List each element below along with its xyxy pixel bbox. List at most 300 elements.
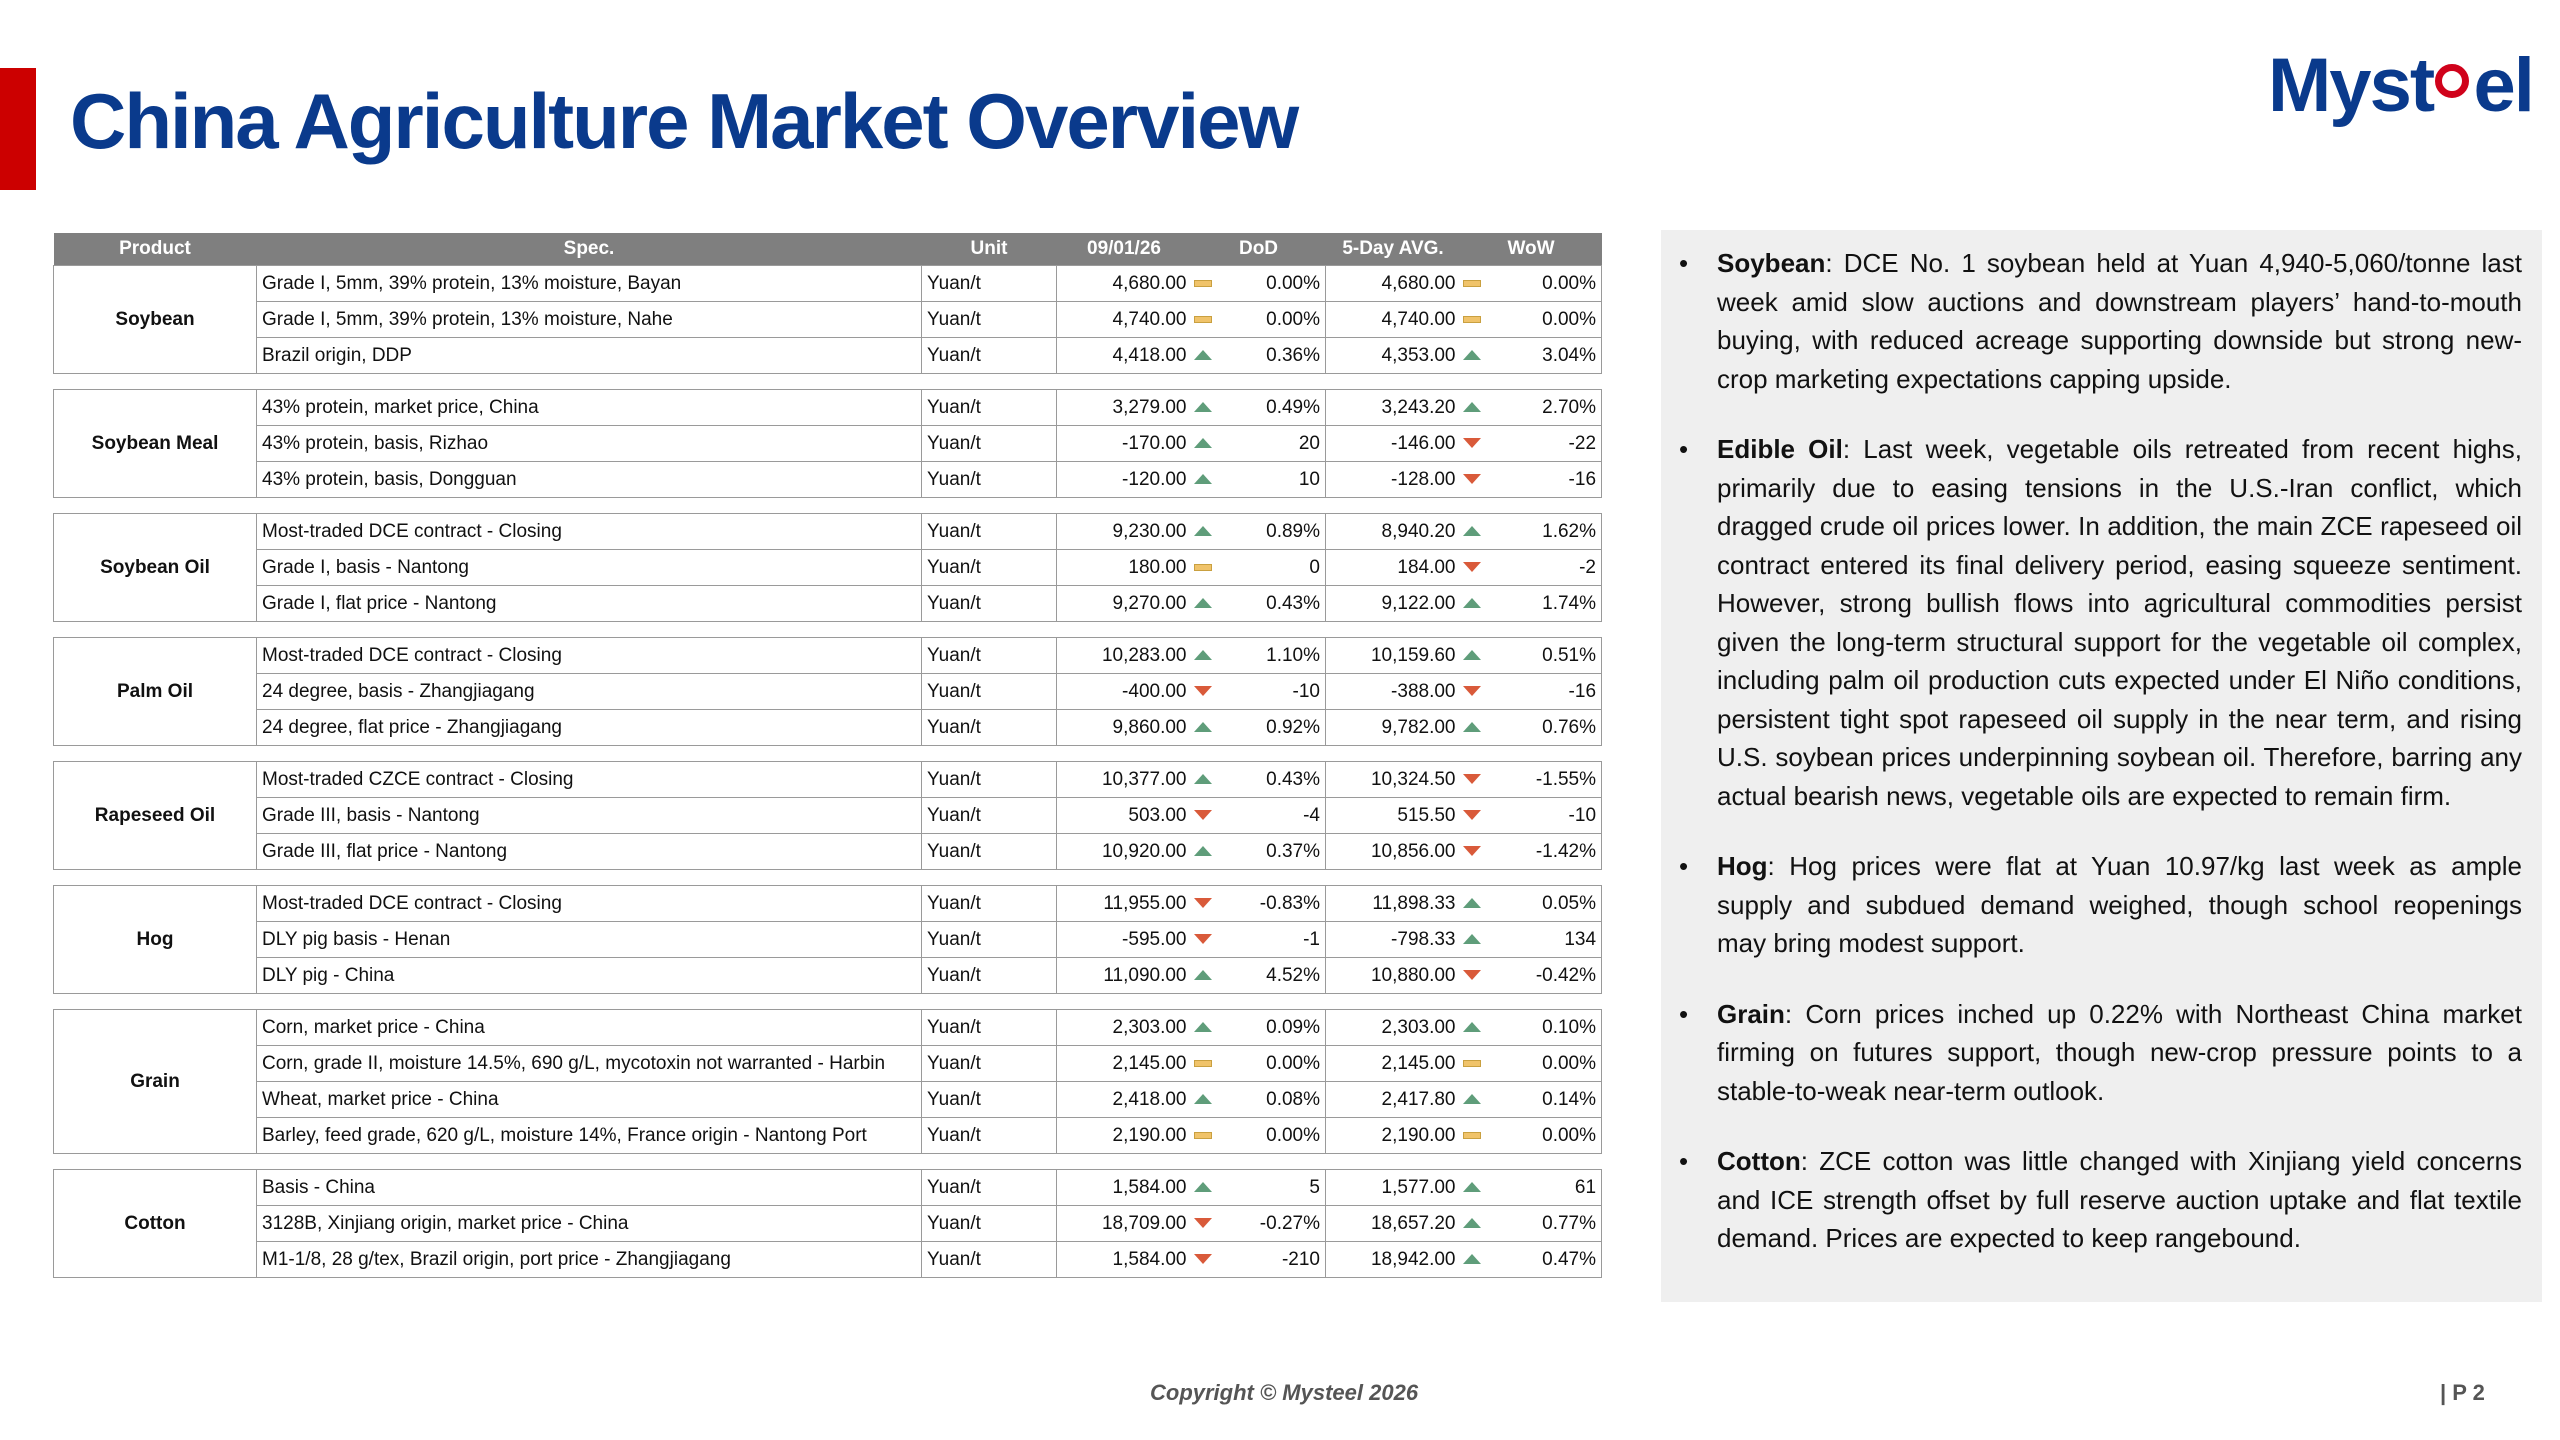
spec-cell: Corn, grade II, moisture 14.5%, 690 g/L, mycotoxin not warranted - Harbin: [257, 1046, 922, 1082]
table-row: [54, 1046, 1602, 1082]
dod-cell: 0.43%: [1214, 586, 1326, 622]
price-cell: 2,303.00: [1057, 1010, 1192, 1046]
wow-cell: 1.62%: [1483, 514, 1602, 550]
up-arrow-icon: [1194, 402, 1212, 412]
dod-indicator: [1192, 1082, 1214, 1118]
wow-indicator: [1461, 710, 1483, 746]
up-arrow-icon: [1194, 474, 1212, 484]
spec-cell: DLY pig - China: [257, 958, 922, 994]
flat-bar-icon: [1463, 316, 1481, 323]
bullet-icon: •: [1679, 1146, 1689, 1176]
commentary-text: : Hog prices were flat at Yuan 10.97/kg last week as ample supply and subdued demand weighed, though school reopenings may bring modest support.: [1717, 851, 2522, 958]
table-row: [54, 798, 1602, 834]
avg-cell: 10,159.60: [1326, 638, 1461, 674]
unit-cell: Yuan/t: [922, 710, 1057, 746]
commentary-text: : Corn prices inched up 0.22% with Northeast China market firming on futures support, though new-crop pressure points to a stable-to-weak near-term outlook.: [1717, 998, 2522, 1106]
flat-bar-icon: [1194, 564, 1212, 571]
flat-bar-icon: [1463, 1132, 1481, 1139]
commentary-item: [1679, 847, 2522, 963]
dod-cell: 0.08%: [1214, 1082, 1326, 1118]
spec-cell: 24 degree, basis - Zhangjiagang: [257, 674, 922, 710]
bullet-icon: •: [1679, 851, 1689, 881]
price-cell: 11,955.00: [1057, 886, 1192, 922]
price-cell: 180.00: [1057, 550, 1192, 586]
up-arrow-icon: [1463, 934, 1481, 944]
table-row: [54, 886, 1602, 922]
dod-cell: 10: [1214, 462, 1326, 498]
unit-cell: Yuan/t: [922, 1170, 1057, 1206]
dod-cell: 0.89%: [1214, 514, 1326, 550]
header-spec: Spec.: [257, 233, 922, 266]
table-row: [54, 514, 1602, 550]
spec-cell: Basis - China: [257, 1170, 922, 1206]
dod-indicator: [1192, 390, 1214, 426]
unit-cell: Yuan/t: [922, 338, 1057, 374]
avg-cell: 18,942.00: [1326, 1242, 1461, 1278]
table-row: [54, 762, 1602, 798]
dod-cell: 0.09%: [1214, 1010, 1326, 1046]
spec-cell: 24 degree, flat price - Zhangjiagang: [257, 710, 922, 746]
table-row: [54, 1118, 1602, 1154]
product-name: Rapeseed Oil: [54, 762, 257, 870]
dod-cell: 0.43%: [1214, 762, 1326, 798]
dod-cell: 0.36%: [1214, 338, 1326, 374]
up-arrow-icon: [1194, 970, 1212, 980]
wow-indicator: [1461, 1010, 1483, 1046]
wow-cell: -0.42%: [1483, 958, 1602, 994]
table-row: [54, 958, 1602, 994]
wow-indicator: [1461, 266, 1483, 302]
group-spacer-cell: [54, 994, 1602, 1010]
wow-indicator: [1461, 1082, 1483, 1118]
price-cell: 1,584.00: [1057, 1170, 1192, 1206]
wow-indicator: [1461, 762, 1483, 798]
wow-indicator: [1461, 958, 1483, 994]
price-cell: 1,584.00: [1057, 1242, 1192, 1278]
wow-indicator: [1461, 426, 1483, 462]
wow-indicator: [1461, 514, 1483, 550]
unit-cell: Yuan/t: [922, 302, 1057, 338]
unit-cell: Yuan/t: [922, 586, 1057, 622]
down-arrow-icon: [1194, 898, 1212, 908]
avg-cell: -128.00: [1326, 462, 1461, 498]
commentary-label: Grain: [1717, 998, 1785, 1029]
table-row: [54, 710, 1602, 746]
wow-indicator: [1461, 674, 1483, 710]
table-row: [54, 462, 1602, 498]
wow-cell: 0.00%: [1483, 1118, 1602, 1154]
spec-cell: Most-traded CZCE contract - Closing: [257, 762, 922, 798]
avg-cell: 184.00: [1326, 550, 1461, 586]
price-cell: 4,418.00: [1057, 338, 1192, 374]
spec-cell: 3128B, Xinjiang origin, market price - China: [257, 1206, 922, 1242]
unit-cell: Yuan/t: [922, 462, 1057, 498]
avg-cell: 18,657.20: [1326, 1206, 1461, 1242]
table-row: [54, 1206, 1602, 1242]
header-dod: DoD: [1192, 233, 1326, 266]
up-arrow-icon: [1194, 722, 1212, 732]
dod-indicator: [1192, 922, 1214, 958]
wow-cell: -1.42%: [1483, 834, 1602, 870]
avg-cell: 4,740.00: [1326, 302, 1461, 338]
dod-indicator: [1192, 958, 1214, 994]
dod-indicator: [1192, 1010, 1214, 1046]
dod-indicator: [1192, 1118, 1214, 1154]
dod-indicator: [1192, 266, 1214, 302]
unit-cell: Yuan/t: [922, 638, 1057, 674]
table-row: [54, 1082, 1602, 1118]
dod-indicator: [1192, 462, 1214, 498]
table-row: [54, 266, 1602, 302]
unit-cell: Yuan/t: [922, 550, 1057, 586]
wow-indicator: [1461, 1242, 1483, 1278]
table-row: [54, 550, 1602, 586]
price-cell: 503.00: [1057, 798, 1192, 834]
up-arrow-icon: [1194, 846, 1212, 856]
wow-cell: 0.47%: [1483, 1242, 1602, 1278]
up-arrow-icon: [1463, 402, 1481, 412]
group-spacer: [54, 746, 1602, 762]
spec-cell: DLY pig basis - Henan: [257, 922, 922, 958]
price-cell: 9,270.00: [1057, 586, 1192, 622]
up-arrow-icon: [1463, 1254, 1481, 1264]
spec-cell: Most-traded DCE contract - Closing: [257, 886, 922, 922]
price-cell: 9,230.00: [1057, 514, 1192, 550]
up-arrow-icon: [1194, 526, 1212, 536]
dod-cell: 0.00%: [1214, 302, 1326, 338]
price-cell: -120.00: [1057, 462, 1192, 498]
flat-bar-icon: [1194, 280, 1212, 287]
commentary-item: [1679, 995, 2522, 1111]
unit-cell: Yuan/t: [922, 834, 1057, 870]
table-row: [54, 426, 1602, 462]
avg-cell: 8,940.20: [1326, 514, 1461, 550]
wow-cell: 3.04%: [1483, 338, 1602, 374]
avg-cell: 10,324.50: [1326, 762, 1461, 798]
price-cell: 18,709.00: [1057, 1206, 1192, 1242]
product-name: Soybean Meal: [54, 390, 257, 498]
unit-cell: Yuan/t: [922, 1010, 1057, 1046]
logo-red-ring-icon: [2435, 64, 2469, 98]
table-row: [54, 338, 1602, 374]
avg-cell: 10,880.00: [1326, 958, 1461, 994]
wow-cell: 0.14%: [1483, 1082, 1602, 1118]
flat-bar-icon: [1463, 1060, 1481, 1067]
spec-cell: Grade I, basis - Nantong: [257, 550, 922, 586]
avg-cell: 515.50: [1326, 798, 1461, 834]
dod-indicator: [1192, 1242, 1214, 1278]
wow-cell: 2.70%: [1483, 390, 1602, 426]
table-row: [54, 674, 1602, 710]
product-name: Cotton: [54, 1170, 257, 1278]
up-arrow-icon: [1194, 1094, 1212, 1104]
up-arrow-icon: [1463, 526, 1481, 536]
page-title: China Agriculture Market Overview: [70, 77, 1298, 165]
table-row: [54, 638, 1602, 674]
dod-indicator: [1192, 514, 1214, 550]
spec-cell: Corn, market price - China: [257, 1010, 922, 1046]
commentary-list: [1679, 244, 2522, 1258]
avg-cell: 3,243.20: [1326, 390, 1461, 426]
market-commentary-panel: [1661, 230, 2542, 1302]
avg-cell: 2,190.00: [1326, 1118, 1461, 1154]
wow-indicator: [1461, 886, 1483, 922]
wow-cell: 134: [1483, 922, 1602, 958]
flat-bar-icon: [1463, 280, 1481, 287]
dod-cell: -0.83%: [1214, 886, 1326, 922]
copyright: Copyright © Mysteel 2026: [1150, 1380, 1419, 1405]
unit-cell: Yuan/t: [922, 1046, 1057, 1082]
spec-cell: Wheat, market price - China: [257, 1082, 922, 1118]
dod-indicator: [1192, 834, 1214, 870]
up-arrow-icon: [1194, 438, 1212, 448]
up-arrow-icon: [1463, 1094, 1481, 1104]
spec-cell: Grade I, 5mm, 39% protein, 13% moisture, Bayan: [257, 266, 922, 302]
group-spacer: [54, 994, 1602, 1010]
dod-indicator: [1192, 426, 1214, 462]
dod-indicator: [1192, 550, 1214, 586]
mysteel-logo: [2268, 40, 2533, 130]
dod-cell: -0.27%: [1214, 1206, 1326, 1242]
up-arrow-icon: [1194, 1022, 1212, 1032]
price-cell: 4,740.00: [1057, 302, 1192, 338]
commentary-label: Hog: [1717, 851, 1768, 881]
wow-cell: 0.77%: [1483, 1206, 1602, 1242]
down-arrow-icon: [1463, 774, 1481, 784]
unit-cell: Yuan/t: [922, 1118, 1057, 1154]
dod-cell: -210: [1214, 1242, 1326, 1278]
spec-cell: 43% protein, basis, Rizhao: [257, 426, 922, 462]
wow-cell: -16: [1483, 462, 1602, 498]
up-arrow-icon: [1463, 1022, 1481, 1032]
price-cell: 10,283.00: [1057, 638, 1192, 674]
product-name: Hog: [54, 886, 257, 994]
table-row: [54, 1010, 1602, 1046]
dod-indicator: [1192, 638, 1214, 674]
unit-cell: Yuan/t: [922, 674, 1057, 710]
wow-cell: -16: [1483, 674, 1602, 710]
spec-cell: 43% protein, basis, Dongguan: [257, 462, 922, 498]
wow-cell: 0.00%: [1483, 302, 1602, 338]
table-row: [54, 1170, 1602, 1206]
avg-cell: -798.33: [1326, 922, 1461, 958]
dod-cell: 0.00%: [1214, 1118, 1326, 1154]
down-arrow-icon: [1194, 686, 1212, 696]
dod-indicator: [1192, 886, 1214, 922]
wow-cell: 0.76%: [1483, 710, 1602, 746]
commentary-text: : ZCE cotton was little changed with Xinjiang yield concerns and ICE strength offset by full reserve auction uptake and flat textile demand. Prices are expected to keep rangebound.: [1717, 1146, 2522, 1253]
dod-indicator: [1192, 674, 1214, 710]
up-arrow-icon: [1194, 598, 1212, 608]
down-arrow-icon: [1463, 810, 1481, 820]
commentary-text: : DCE No. 1 soybean held at Yuan 4,940-5,060/tonne last week amid slow auctions and downstream players’ hand-to-mouth buying, with reduced acreage supporting downside but strong new-crop marketing expectations capping upside.: [1717, 248, 2522, 394]
group-spacer: [54, 498, 1602, 514]
bullet-icon: •: [1679, 248, 1689, 278]
spec-cell: Most-traded DCE contract - Closing: [257, 514, 922, 550]
dod-cell: 0.37%: [1214, 834, 1326, 870]
down-arrow-icon: [1463, 562, 1481, 572]
down-arrow-icon: [1194, 810, 1212, 820]
flat-bar-icon: [1194, 1132, 1212, 1139]
table-header-row: [54, 233, 1602, 266]
wow-indicator: [1461, 462, 1483, 498]
spec-cell: Grade I, 5mm, 39% protein, 13% moisture, Nahe: [257, 302, 922, 338]
down-arrow-icon: [1463, 686, 1481, 696]
unit-cell: Yuan/t: [922, 426, 1057, 462]
unit-cell: Yuan/t: [922, 514, 1057, 550]
dod-indicator: [1192, 1206, 1214, 1242]
product-name: Soybean Oil: [54, 514, 257, 622]
table-row: [54, 390, 1602, 426]
price-cell: 2,145.00: [1057, 1046, 1192, 1082]
market-table-body: [54, 266, 1602, 1278]
wow-cell: 0.10%: [1483, 1010, 1602, 1046]
commentary-text: : Last week, vegetable oils retreated from recent highs, primarily due to easing tensions in the U.S.-Iran conflict, which dragged crude oil prices lower. In addition, the main ZCE rapeseed oil contract entered its final delivery period, easing squeeze sentiment. However, strong bullish flows into agricultural commodities persist given the long-term structural support for the vegetable oil complex, including palm oil production cuts expected under El Niño conditions, persistent tight spot rapeseed oil supply in the near term, and rising U.S. soybean prices underpinning soybean oil. Therefore, barring any actual bearish news, vegetable oils are expected to remain firm.: [1717, 434, 2522, 811]
table-row: [54, 302, 1602, 338]
wow-cell: 61: [1483, 1170, 1602, 1206]
header-date: 09/01/26: [1057, 233, 1192, 266]
down-arrow-icon: [1463, 474, 1481, 484]
wow-indicator: [1461, 922, 1483, 958]
product-name: Palm Oil: [54, 638, 257, 746]
wow-indicator: [1461, 638, 1483, 674]
dod-cell: 5: [1214, 1170, 1326, 1206]
unit-cell: Yuan/t: [922, 1082, 1057, 1118]
up-arrow-icon: [1194, 1182, 1212, 1192]
logo-text-end: el: [2473, 42, 2533, 128]
wow-cell: 0.51%: [1483, 638, 1602, 674]
commentary-label: Edible Oil: [1717, 434, 1843, 464]
spec-cell: Grade I, flat price - Nantong: [257, 586, 922, 622]
wow-cell: 0.00%: [1483, 266, 1602, 302]
avg-cell: -388.00: [1326, 674, 1461, 710]
group-spacer-cell: [54, 870, 1602, 886]
spec-cell: Grade III, basis - Nantong: [257, 798, 922, 834]
table-row: [54, 1242, 1602, 1278]
commentary-item: [1679, 244, 2522, 398]
up-arrow-icon: [1463, 598, 1481, 608]
price-cell: 10,920.00: [1057, 834, 1192, 870]
spec-cell: M1-1/8, 28 g/tex, Brazil origin, port price - Zhangjiagang: [257, 1242, 922, 1278]
up-arrow-icon: [1463, 1182, 1481, 1192]
unit-cell: Yuan/t: [922, 266, 1057, 302]
price-cell: 10,377.00: [1057, 762, 1192, 798]
group-spacer: [54, 374, 1602, 390]
wow-indicator: [1461, 1046, 1483, 1082]
wow-cell: 0.00%: [1483, 1046, 1602, 1082]
price-cell: 4,680.00: [1057, 266, 1192, 302]
dod-cell: 20: [1214, 426, 1326, 462]
wow-indicator: [1461, 798, 1483, 834]
dod-indicator: [1192, 338, 1214, 374]
down-arrow-icon: [1194, 1254, 1212, 1264]
dod-cell: 0: [1214, 550, 1326, 586]
logo-text-start: Myst: [2268, 42, 2434, 128]
up-arrow-icon: [1194, 774, 1212, 784]
wow-cell: -10: [1483, 798, 1602, 834]
spec-cell: Brazil origin, DDP: [257, 338, 922, 374]
wow-cell: -22: [1483, 426, 1602, 462]
wow-indicator: [1461, 1170, 1483, 1206]
commentary-label: Soybean: [1717, 248, 1826, 278]
spec-cell: Most-traded DCE contract - Closing: [257, 638, 922, 674]
spec-cell: Grade III, flat price - Nantong: [257, 834, 922, 870]
spec-cell: 43% protein, market price, China: [257, 390, 922, 426]
down-arrow-icon: [1463, 438, 1481, 448]
price-cell: -170.00: [1057, 426, 1192, 462]
avg-cell: 2,145.00: [1326, 1046, 1461, 1082]
market-table: [53, 233, 1602, 1278]
wow-cell: -2: [1483, 550, 1602, 586]
dod-cell: 0.00%: [1214, 266, 1326, 302]
up-arrow-icon: [1194, 650, 1212, 660]
avg-cell: 2,303.00: [1326, 1010, 1461, 1046]
avg-cell: 10,856.00: [1326, 834, 1461, 870]
flat-bar-icon: [1194, 1060, 1212, 1067]
unit-cell: Yuan/t: [922, 762, 1057, 798]
wow-indicator: [1461, 302, 1483, 338]
unit-cell: Yuan/t: [922, 886, 1057, 922]
dod-cell: 0.00%: [1214, 1046, 1326, 1082]
group-spacer: [54, 1154, 1602, 1170]
avg-cell: 4,353.00: [1326, 338, 1461, 374]
bullet-icon: •: [1679, 434, 1689, 464]
wow-indicator: [1461, 390, 1483, 426]
price-cell: 2,190.00: [1057, 1118, 1192, 1154]
down-arrow-icon: [1194, 1218, 1212, 1228]
wow-cell: 1.74%: [1483, 586, 1602, 622]
wow-indicator: [1461, 1118, 1483, 1154]
group-spacer-cell: [54, 622, 1602, 638]
up-arrow-icon: [1194, 350, 1212, 360]
header-wow: WoW: [1461, 233, 1602, 266]
dod-cell: -4: [1214, 798, 1326, 834]
price-cell: 9,860.00: [1057, 710, 1192, 746]
group-spacer-cell: [54, 374, 1602, 390]
commentary-item: [1679, 1142, 2522, 1258]
down-arrow-icon: [1463, 846, 1481, 856]
avg-cell: 2,417.80: [1326, 1082, 1461, 1118]
up-arrow-icon: [1463, 650, 1481, 660]
up-arrow-icon: [1463, 1218, 1481, 1228]
group-spacer-cell: [54, 498, 1602, 514]
group-spacer-cell: [54, 1154, 1602, 1170]
dod-cell: -10: [1214, 674, 1326, 710]
avg-cell: 1,577.00: [1326, 1170, 1461, 1206]
avg-cell: 4,680.00: [1326, 266, 1461, 302]
header-5day-avg: 5-Day AVG.: [1326, 233, 1461, 266]
dod-cell: 0.49%: [1214, 390, 1326, 426]
avg-cell: 9,782.00: [1326, 710, 1461, 746]
price-cell: 3,279.00: [1057, 390, 1192, 426]
avg-cell: -146.00: [1326, 426, 1461, 462]
accent-bar: [0, 68, 36, 190]
product-name: Soybean: [54, 266, 257, 374]
price-cell: 2,418.00: [1057, 1082, 1192, 1118]
price-cell: 11,090.00: [1057, 958, 1192, 994]
table-row: [54, 922, 1602, 958]
group-spacer: [54, 622, 1602, 638]
avg-cell: 9,122.00: [1326, 586, 1461, 622]
dod-indicator: [1192, 302, 1214, 338]
wow-indicator: [1461, 586, 1483, 622]
up-arrow-icon: [1463, 898, 1481, 908]
dod-indicator: [1192, 586, 1214, 622]
avg-cell: 11,898.33: [1326, 886, 1461, 922]
flat-bar-icon: [1194, 316, 1212, 323]
price-cell: -595.00: [1057, 922, 1192, 958]
header-unit: Unit: [922, 233, 1057, 266]
